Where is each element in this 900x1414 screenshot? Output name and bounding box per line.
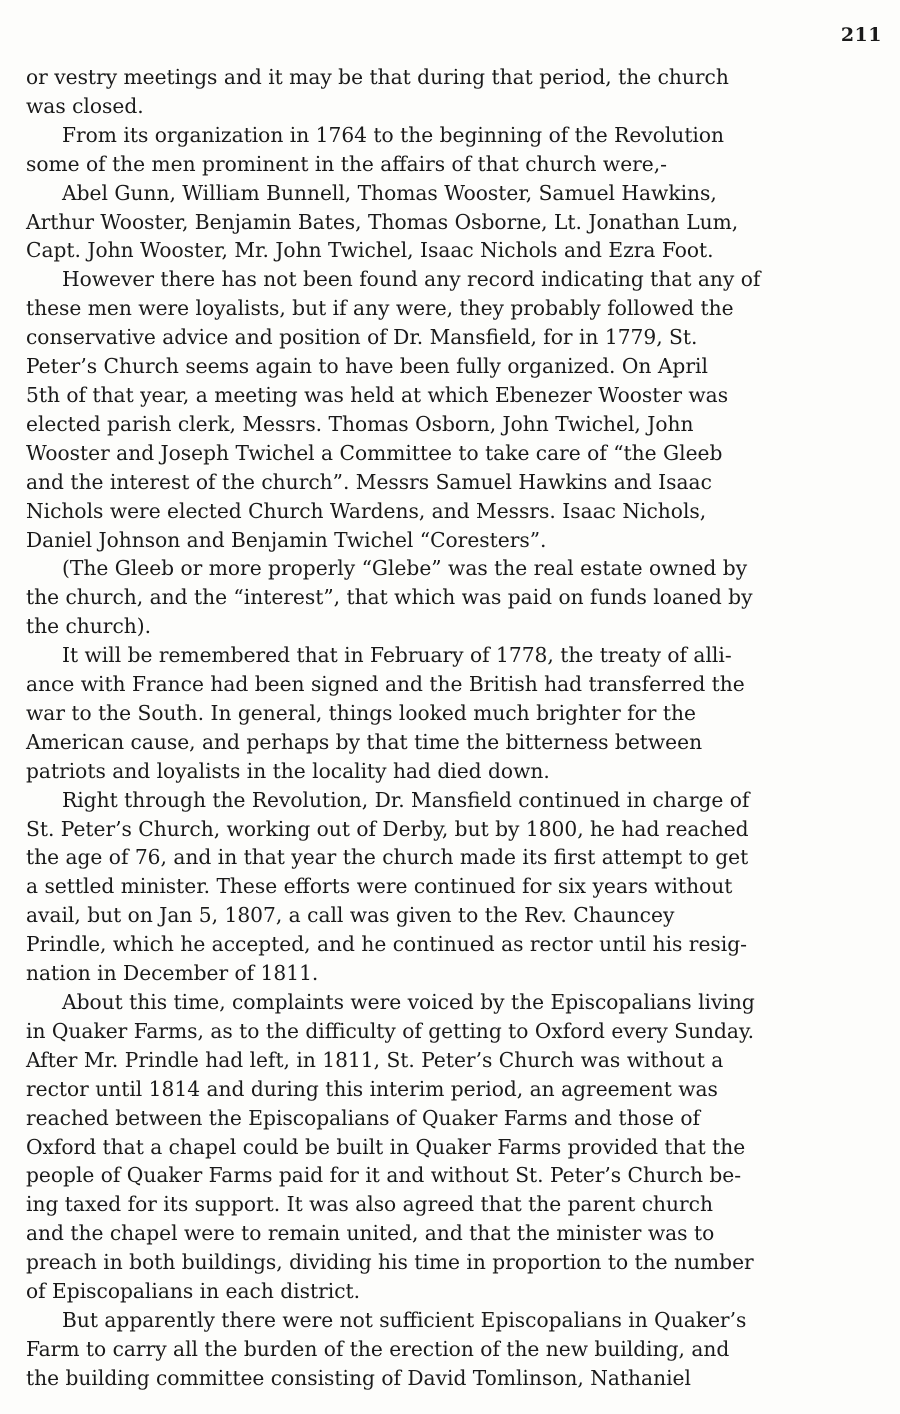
text-line: was closed. — [26, 93, 144, 118]
text-line: these men were loyalists, but if any were, they probably followed the — [26, 296, 734, 321]
text-line: elected parish clerk, Messrs. Thomas Osborn, John Twichel, John — [26, 411, 694, 436]
text-line: preach in both buildings, dividing his time in proportion to the number — [26, 1250, 754, 1275]
text-line: nation in December of 1811. — [26, 961, 319, 986]
text-line: and the chapel were to remain united, and that the minister was to — [26, 1221, 715, 1246]
text-line: some of the men prominent in the affairs of that church were,- — [26, 151, 667, 176]
text-line: ing taxed for its support. It was also agreed that the parent church — [26, 1192, 713, 1217]
text-line: American cause, and perhaps by that time the bitterness between — [26, 729, 703, 754]
text-line: the church, and the “interest”, that which was paid on funds loaned by — [26, 585, 753, 610]
text-line: Arthur Wooster, Benjamin Bates, Thomas Osborne, Lt. Jonathan Lum, — [26, 209, 739, 234]
text-line: From its organization in 1764 to the beginning of the Revolution — [62, 122, 725, 147]
text-line: avail, but on Jan 5, 1807, a call was given to the Rev. Chauncey — [26, 903, 675, 928]
text-line: ance with France had been signed and the British had transferred the — [26, 672, 745, 697]
text-line: (The Gleeb or more properly “Glebe” was the real estate owned by — [62, 556, 748, 581]
text-line: Abel Gunn, William Bunnell, Thomas Wooster, Samuel Hawkins, — [62, 180, 717, 205]
text-line: Daniel Johnson and Benjamin Twichel “Coresters”. — [26, 527, 547, 552]
text-line: and the interest of the church”. Messrs Samuel Hawkins and Isaac — [26, 469, 712, 494]
page-number: 211 — [840, 24, 882, 46]
text-line: the building committee consisting of David Tomlinson, Nathaniel — [26, 1365, 691, 1390]
text-line: Wooster and Joseph Twichel a Committee to take care of “the Gleeb — [26, 440, 723, 465]
text-line: in Quaker Farms, as to the difficulty of getting to Oxford every Sunday. — [26, 1018, 755, 1043]
text-line: Nichols were elected Church Wardens, and Messrs. Isaac Nichols, — [26, 498, 707, 523]
text-line: Farm to carry all the burden of the erection of the new building, and — [26, 1336, 730, 1361]
text-line: war to the South. In general, things looked much brighter for the — [26, 700, 696, 725]
text-line: Prindle, which he accepted, and he continued as rector until his resig- — [26, 932, 747, 957]
text-line: Oxford that a chapel could be built in Quaker Farms provided that the — [26, 1134, 746, 1159]
text-line: Right through the Revolution, Dr. Mansfield continued in charge of — [62, 787, 750, 812]
text-line: the church). — [26, 614, 152, 639]
text-line: However there has not been found any record indicating that any of — [62, 267, 761, 292]
text-line: 5th of that year, a meeting was held at which Ebenezer Wooster was — [26, 382, 729, 407]
text-line: conservative advice and position of Dr. Mansfield, for in 1779, St. — [26, 325, 698, 350]
text-line: Capt. John Wooster, Mr. John Twichel, Isaac Nichols and Ezra Foot. — [26, 238, 714, 263]
text-line: Peter’s Church seems again to have been fully organized. On April — [26, 354, 708, 379]
text-line: a settled minister. These efforts were continued for six years without — [26, 874, 733, 899]
text-line: St. Peter’s Church, working out of Derby, but by 1800, he had reached — [26, 816, 749, 841]
text-line: reached between the Episcopalians of Quaker Farms and those of — [26, 1105, 701, 1130]
text-line: or vestry meetings and it may be that during that period, the church — [26, 65, 729, 89]
text-line: rector until 1814 and during this interim period, an agreement was — [26, 1076, 718, 1101]
text-line: But apparently there were not sufficient Episcopalians in Quaker’s — [62, 1307, 747, 1332]
text-line: of Episcopalians in each district. — [26, 1279, 361, 1304]
text-line: After Mr. Prindle had left, in 1811, St. Peter’s Church was without a — [26, 1047, 724, 1072]
text-line: the age of 76, and in that year the church made its first attempt to get — [26, 845, 749, 870]
text-line: people of Quaker Farms paid for it and without St. Peter’s Church be- — [26, 1163, 742, 1188]
body-text — [26, 63, 886, 1393]
text-line: It will be remembered that in February of 1778, the treaty of alli- — [62, 643, 732, 668]
text-line: About this time, complaints were voiced by the Episcopalians living — [62, 990, 755, 1014]
text-line: patriots and loyalists in the locality had died down. — [26, 758, 550, 783]
